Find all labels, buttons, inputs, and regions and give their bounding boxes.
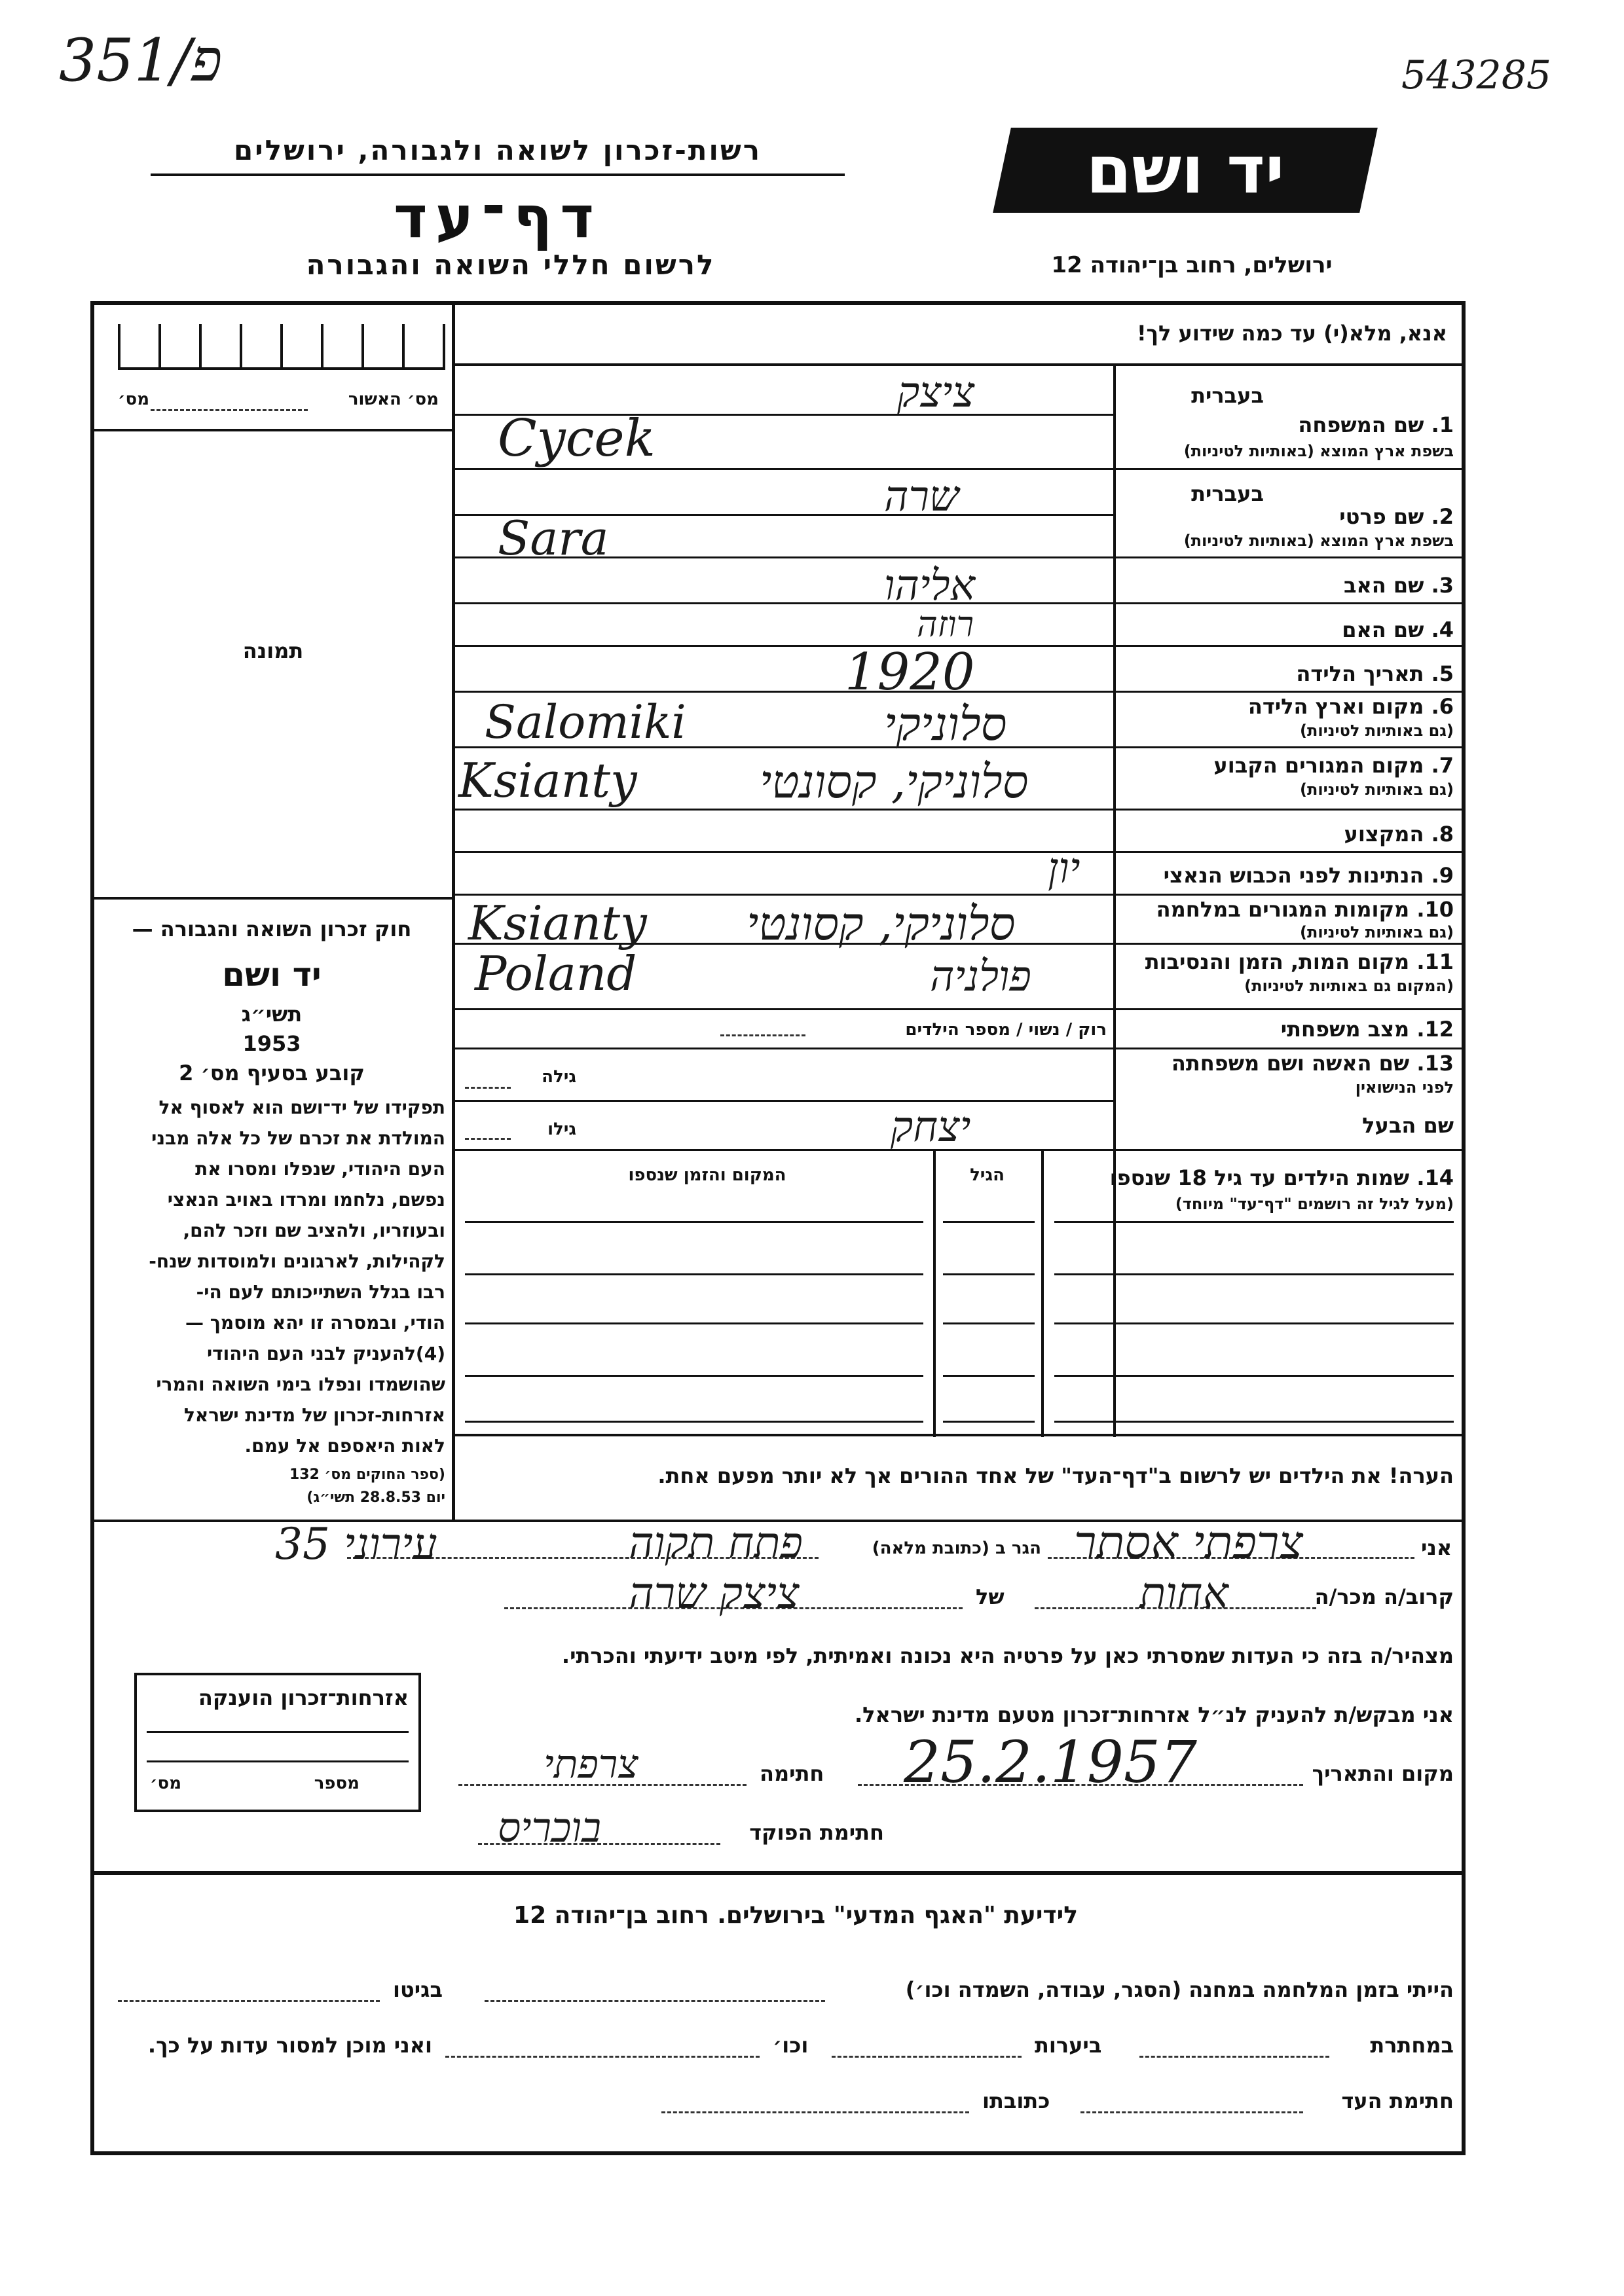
certificate-title: אזרחות־זכרון הוענקה	[198, 1685, 409, 1710]
wartime-residence-label: 10. מקומות המגורים במלחמה	[1156, 897, 1454, 922]
death-place-latin-label: (המקום גם באותיות לטיניות)	[1244, 977, 1454, 995]
memorial-citizenship-box	[134, 1673, 421, 1812]
birth-date-label: 5. תאריך הלידה	[1296, 661, 1454, 686]
of-label: של	[976, 1584, 1005, 1609]
birthplace-latin-value: Salomiki	[485, 695, 686, 749]
witness-address-footer-label: כתובתו	[982, 2088, 1050, 2113]
hebrew-label-1: בעברית	[1191, 383, 1264, 408]
witness-street-value: עירוני 35	[275, 1519, 437, 1569]
page-subtitle: לרשום חללי השואה והגבורה	[306, 249, 716, 281]
residence-latin-label: (גם באותיות לטיניות)	[1300, 780, 1454, 799]
death-place-hebrew-value: פולניה	[930, 953, 1031, 1001]
husband-name-label: שם הבעל	[1362, 1113, 1454, 1138]
birthplace-label: 6. מקום וארץ הלידה	[1247, 694, 1454, 719]
mother-name-label: 4. שם האם	[1342, 617, 1454, 642]
footer-title: לידיעת "האגף המדעי" בירושלים. רחוב בן־יהודה 12	[513, 1902, 1078, 1929]
first-name-latin-label: בשפת ארץ המוצא (באותיות לטיניות)	[1183, 532, 1454, 550]
profession-label: 8. המקצוע	[1344, 822, 1454, 847]
certificate-no-label: מס׳	[150, 1774, 182, 1793]
birthplace-latin-label: (גם באותיות לטיניות)	[1300, 721, 1454, 740]
residence-latin-value: Ksianty	[458, 753, 637, 808]
husband-name-value: יצחק	[891, 1103, 971, 1152]
relation-value: אחות	[1139, 1568, 1228, 1618]
children-registration-note: הערה! את הילדים יש לרשום ב"דף־העד" של אחד ההורים אך לא יותר מפעם אחת.	[657, 1463, 1454, 1488]
law-reference-1: (ספר החוקים מס׳ 132	[289, 1467, 445, 1483]
relation-label: קרוב/ה מכר/ה	[1314, 1584, 1454, 1609]
marital-status-options: רוק / נשוי / מספר הילדים	[905, 1020, 1107, 1040]
form-instructions: אנא, מלא(י) עד כמה שידוע לך!	[1136, 321, 1447, 346]
birth-date-value: 1920	[845, 643, 975, 702]
document-number: 543285	[1401, 52, 1552, 98]
place-date-label: מקום והתאריך	[1312, 1761, 1454, 1786]
testimony-offer: ואני מוכן למסור עדות על כך.	[147, 2033, 432, 2058]
clerk-signature: בוכריס	[498, 1804, 602, 1851]
date-value: 25.2.1957	[904, 1728, 1197, 1796]
death-place-latin-value: Poland	[475, 946, 637, 1001]
etc-label: וכו׳	[773, 2033, 809, 2058]
signature-label: חתימה	[760, 1761, 824, 1786]
forests-label: ביערות	[1035, 2033, 1102, 2058]
husband-age-label: גילו	[547, 1120, 576, 1139]
wartime-residence-hebrew-value: סלוניקי, קסונטי	[747, 897, 1016, 951]
wartime-residence-latin-label: (גם באותיות לטיניות)	[1300, 923, 1454, 941]
logo-text: יד ושם	[1086, 132, 1285, 208]
mother-name-value: רוזה	[917, 604, 974, 645]
residence-hebrew-value: סלוניקי, קסונטי	[760, 755, 1029, 809]
wife-name-label: 13. שם האשה ושם משפחתה	[1171, 1051, 1454, 1076]
children-label: 14. שמות הילדים עד גיל 18 שנספו	[1109, 1165, 1454, 1190]
surname-label: 1. שם המשפחה	[1298, 412, 1454, 437]
first-name-hebrew-value: שרה	[884, 473, 959, 521]
children-age-column: הגיל	[970, 1165, 1005, 1185]
surname-latin-label: בשפת ארץ המוצא (באותיות לטיניות)	[1183, 442, 1454, 460]
declaration-ani: אני	[1421, 1535, 1452, 1560]
law-year-hebrew: תשי״ג	[241, 1002, 303, 1027]
citizenship-label: 9. הנתינות לפני הכבוש הנאצי	[1163, 863, 1454, 888]
witness-address-label: הגר ב (כתובת מלאה)	[872, 1539, 1041, 1558]
children-note: (מעל לגיל זה רושמים "דף־עד" מיוחד)	[1175, 1195, 1454, 1213]
wife-maiden-label: לפני הנישואין	[1355, 1078, 1454, 1097]
clerk-signature-label: חתימת הפוקד	[749, 1820, 884, 1845]
death-place-label: 11. מקום המות, הזמן והנסיבות	[1145, 949, 1454, 974]
wartime-residence-latin-value: Ksianty	[468, 896, 647, 951]
witness-address-value: פתח תקוה	[629, 1518, 803, 1568]
father-name-value: אליהו	[884, 562, 975, 610]
address-line: ירושלים, רחוב בן־יהודה 12	[1051, 252, 1333, 278]
surname-latin-value: Cycek	[498, 409, 655, 468]
marital-status-label: 12. מצב משפחתי	[1280, 1017, 1454, 1042]
father-name-label: 3. שם האב	[1343, 573, 1454, 598]
ghetto-label: בגיטו	[393, 1977, 443, 2002]
witness-signature: צרפתי	[544, 1741, 638, 1787]
approval-label: מס׳ האשור	[348, 390, 439, 409]
no-label: מס׳	[118, 390, 150, 409]
birthplace-hebrew-value: סלוניקי	[884, 697, 1007, 751]
hebrew-label-2: בעברית	[1191, 481, 1264, 506]
declaration-statement: מצהיר/ה בזה כי העדות שמסרתי כאן על פרטיה היא נכונה ואמיתית, לפי מיטב ידיעתי והכרתי.	[561, 1643, 1454, 1668]
residence-label: 7. מקום המגורים הקבוע	[1213, 753, 1454, 778]
relative-of-value: ציצק שרה	[629, 1568, 800, 1618]
yad-vashem-logo	[993, 128, 1378, 213]
org-line: רשות-זכרון לשואה ולגבורה, ירושלים	[233, 134, 762, 166]
certificate-number-label: מספר	[314, 1774, 360, 1793]
page-title: דף־עד	[394, 183, 602, 251]
archive-handwritten-mark: פ/351	[59, 26, 223, 95]
wife-age-label: גילה	[542, 1067, 576, 1087]
citizenship-value: יון	[1048, 845, 1080, 893]
law-text: תפקידו של יד־ושם הוא לאסוף אל המולדת את זכרם של כל אלה מבני העם היהודי, שנפלו ומסרו את נפשם, נלחמו ומרדו באויב הנאצי ובעוזריו, ולהציב שם וזכר להם, לקהילות, לארגונים ולמוסדות שנח- רבו בגלל השתייכותם לעם הי- הודי, ובמסרה זו יהא מוסמך — (4)להעניק לבני העם היהודי שהושמדו ונפלו בימי השואה והמרי אזרחות-זכרון של מדינת ישראל לאות היאספם אל עמם.	[149, 1097, 445, 1457]
photo-label: תמונה	[242, 638, 304, 663]
law-reference-2: יום 28.8.53 תשי״ג)	[306, 1489, 445, 1506]
witness-signature-footer-label: חתימת העד	[1341, 2088, 1454, 2113]
camp-statement: הייתי בזמן המלחמה במחנה (הסגר, עבודה, השמדה וכו׳)	[905, 1977, 1454, 2002]
law-year: 1953	[242, 1031, 301, 1056]
first-name-latin-value: Sara	[498, 511, 609, 566]
law-name: יד ושם	[222, 956, 322, 994]
first-name-label: 2. שם פרטי	[1339, 504, 1454, 529]
witness-name-value: צרפתי אסתר	[1074, 1516, 1303, 1569]
citizenship-request: אני מבקש/ת להעניק לנ״ל אזרחות־זכרון מטעם מדינת ישראל.	[855, 1702, 1454, 1727]
law-title: חוק זכרון השואה והגבורה —	[132, 917, 412, 941]
law-section: קובע בסעיף מס׳ 2	[179, 1061, 365, 1085]
children-place-column: המקום והזמן שנספו	[628, 1165, 786, 1185]
surname-hebrew-value: ציצק	[897, 369, 975, 417]
underground-label: במחתרת	[1370, 2033, 1454, 2058]
